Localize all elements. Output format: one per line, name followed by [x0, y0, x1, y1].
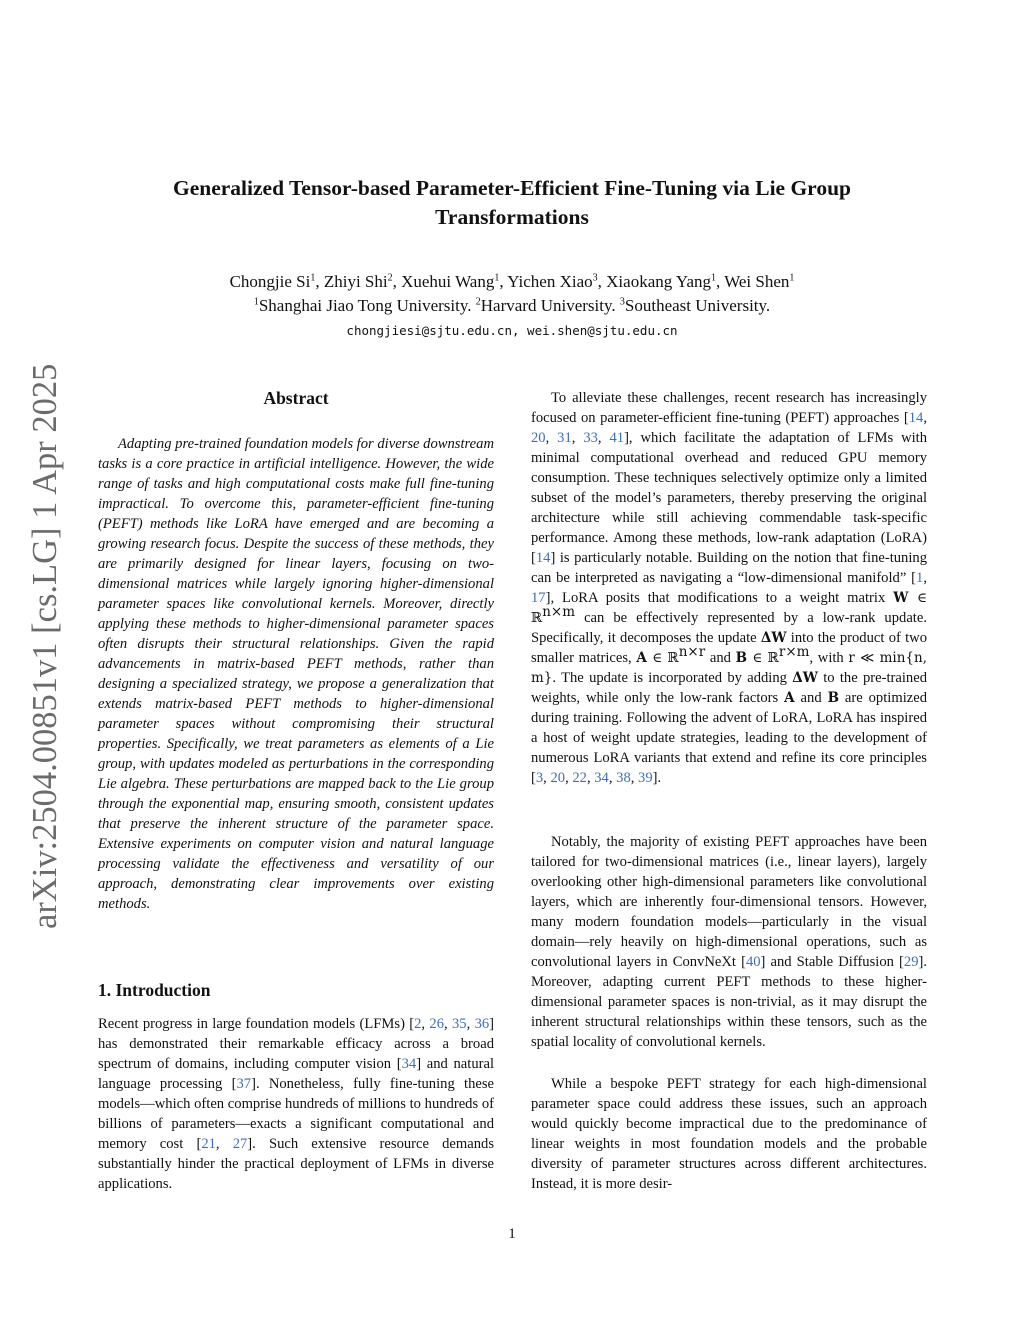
author-affiliation-mark: 1	[711, 272, 716, 284]
citation-link[interactable]: 41	[609, 430, 625, 446]
math-symbol: ΔW	[792, 670, 818, 686]
body-paragraph: To alleviate these challenges, recent research has increasingly focused on parameter-efficient fine-tuning (PEFT) approaches [14, 20, 31, 33, 41], which facilitate the adaptation of LFMs with minimal computational overhead and reduced GPU memory consumption. These techniques selectively optimize only a limited subset of the model’s parameters, thereby preserving the original architecture while still achieving commendable task-specific performance. Among these methods, low-rank adaptation (LoRA) [14] is particularly notable. Building on the notion that fine-tuning can be interpreted as navigating a “low-dimensional manifold” [1, 17], LoRA posits that modifications to a weight matrix W ∈ ℝ$^{n\times m}$ can be effectively represented by a low-rank update. Specifically, it decomposes the update ΔW into the product of two smaller matrices, A ∈ ℝ$^{n\times r}$ and B ∈ ℝ$^{r\times m}$, with r ≪ min{n, m}. The update is incorporated by adding ΔW to the pre-trained weights, while only the low-rank factors A and B are optimized during training. Following the advent of LoRA, LoRA has inspired a host of weight update strategies, leading to the development of numerous LoRA variants that extend and refine its core principles [3, 20, 22, 34, 38, 39].	[531, 390, 928, 786]
page-number: 1	[508, 1226, 516, 1242]
citation-link[interactable]: 3	[535, 770, 544, 786]
citation-link[interactable]: 20	[550, 770, 566, 786]
citation-link[interactable]: 14	[908, 410, 924, 426]
citation-link[interactable]: 39	[638, 770, 653, 786]
affiliation-name: Shanghai Jiao Tong University.	[258, 296, 472, 315]
author-emails: chongjiesi@sjtu.edu.cn, wei.shen@sjtu.edu.cn	[346, 323, 678, 338]
citation-link[interactable]: 26	[429, 1016, 444, 1032]
math-symbol: B	[827, 690, 839, 706]
citation-link[interactable]: 33	[583, 430, 598, 446]
math-symbol: ΔW	[760, 630, 787, 646]
citation-link[interactable]: 21	[201, 1136, 216, 1152]
body-paragraph: While a bespoke PEFT strategy for each high-dimensional parameter space could address these issues, such an approach would quickly become impractical due to the predominance of linear weights in most foundation models and the probable diversity of parameter structures across different architectures. Instead, it is more desir-	[531, 1076, 927, 1192]
affiliation-name: Southeast University.	[624, 296, 771, 315]
author-name: Zhiyi Shi	[323, 272, 388, 291]
citation-link[interactable]: 37	[236, 1076, 252, 1092]
math-symbol: W	[893, 590, 909, 606]
paper-title: Generalized Tensor-based Parameter-Efficient Fine-Tuning via Lie Group Transformations	[172, 176, 852, 229]
author-list: Chongjie Si$^1$, Zhiyi Shi$^2$, Xuehui Wang$^1$, Yichen Xiao$^3$, Xiaokang Yang$^1$, Wei Shen$^1$	[229, 272, 795, 291]
abstract-heading: Abstract	[263, 388, 329, 408]
author-affiliation-mark: 1	[789, 272, 795, 284]
citation-link[interactable]: 2	[414, 1016, 422, 1032]
math-expression: r ≪ min{n, m}	[531, 650, 927, 686]
affiliation-mark: 2	[475, 296, 481, 308]
author-affiliation-mark: 1	[494, 272, 500, 284]
citation-link[interactable]: 20	[531, 430, 546, 446]
citation-link[interactable]: 40	[745, 954, 761, 970]
author-affiliation-mark: 3	[592, 272, 598, 284]
citation-link[interactable]: 34	[401, 1056, 417, 1072]
affiliation-name: Harvard University.	[480, 296, 616, 315]
citation-link[interactable]: 17	[531, 590, 546, 606]
author-affiliation-mark: 2	[387, 272, 393, 284]
citation-link[interactable]: 31	[557, 430, 572, 446]
math-symbol: A	[784, 690, 795, 706]
author-name: Xiaokang Yang	[606, 272, 711, 291]
citation-link[interactable]: 35	[451, 1016, 467, 1032]
citation-link[interactable]: 1	[916, 570, 924, 586]
body-paragraph: Notably, the majority of existing PEFT approaches have been tailored for two-dimensional matrices (i.e., linear layers), largely overlooking other high-dimensional parameters like convolutional layers, which are inherently four-dimensional tensors. However, many modern foundation models—particularly in the visual domain—rely heavily on high-dimensional operations, such as convolutional layers in ConvNeXt [40] and Stable Diffusion [29]. Moreover, adapting current PEFT methods to these higher-dimensional parameter spaces is non-trivial, as it may disrupt the inherent structural relationships within these tensors, such as the spatial locality of convolutional kernels.	[531, 834, 927, 1050]
citation-link[interactable]: 27	[232, 1136, 248, 1152]
abstract-text: Adapting pre-trained foundation models for diverse downstream tasks is a core practice in artificial intelligence. However, the wide range of tasks and high computational costs make full fine-tuning impractical. To overcome this, parameter-efficient fine-tuning (PEFT) methods like LoRA have emerged and are becoming a growing research focus. Despite the success of these methods, they are primarily designed for linear layers, focusing on two-dimensional matrices while largely ignoring higher-dimensional parameter spaces like convolutional kernels. Moreover, directly applying these methods to higher-dimensional parameter spaces often disrupts their structural relationships. Given the rapid advancements in matrix-based PEFT methods, rather than designing a specialized strategy, we propose a generalization that extends matrix-based PEFT methods to higher-dimensional parameter spaces without compromising their structural properties. Specifically, we treat parameters as elements of a Lie group, with updates modeled as perturbations in the corresponding Lie algebra. These perturbations are mapped back to the Lie group through the exponential map, ensuring smooth, consistent updates that preserve the inherent structure of the parameter space. Extensive experiments on computer vision and natural language processing validate the effectiveness and versatility of our approach, demonstrating clear improvements over existing methods.	[98, 436, 494, 912]
affiliation-mark: 1	[253, 296, 259, 308]
citation-link[interactable]: 29	[903, 954, 919, 970]
section-heading-introduction: 1. Introduction	[98, 980, 211, 1000]
citation-link[interactable]: 36	[474, 1016, 490, 1032]
citation-link[interactable]: 38	[616, 770, 631, 786]
citation-link[interactable]: 22	[572, 770, 587, 786]
math-symbol: A	[636, 650, 647, 666]
citation-link[interactable]: 14	[535, 550, 551, 566]
author-name: Yichen Xiao	[507, 272, 593, 291]
affiliation-mark: 3	[619, 296, 625, 308]
math-symbol: B	[735, 650, 748, 666]
citation-link[interactable]: 34	[594, 770, 609, 786]
affiliation-list	[60, 294, 964, 318]
author-name: Xuehui Wang	[401, 272, 495, 291]
intro-paragraph: Recent progress in large foundation models (LFMs) [2, 26, 35, 36] has demonstrated their remarkable efficacy across a broad spectrum of domains, including computer vision [34] and natural language processing [37]. Nonetheless, fully fine-tuning these models—which often comprise hundreds of millions to hundreds of billions of parameters—exacts a significant computational and memory cost [21, 27]. Such extensive resource demands substantially hinder the practical deployment of LFMs in diverse applications.	[98, 1016, 495, 1192]
author-affiliation-mark: 1	[310, 272, 316, 284]
author-name: Chongjie Si	[229, 272, 311, 291]
author-name: Wei Shen	[724, 272, 790, 291]
arxiv-identifier: arXiv:2504.00851v1 [cs.LG] 1 Apr 2025	[26, 363, 64, 929]
